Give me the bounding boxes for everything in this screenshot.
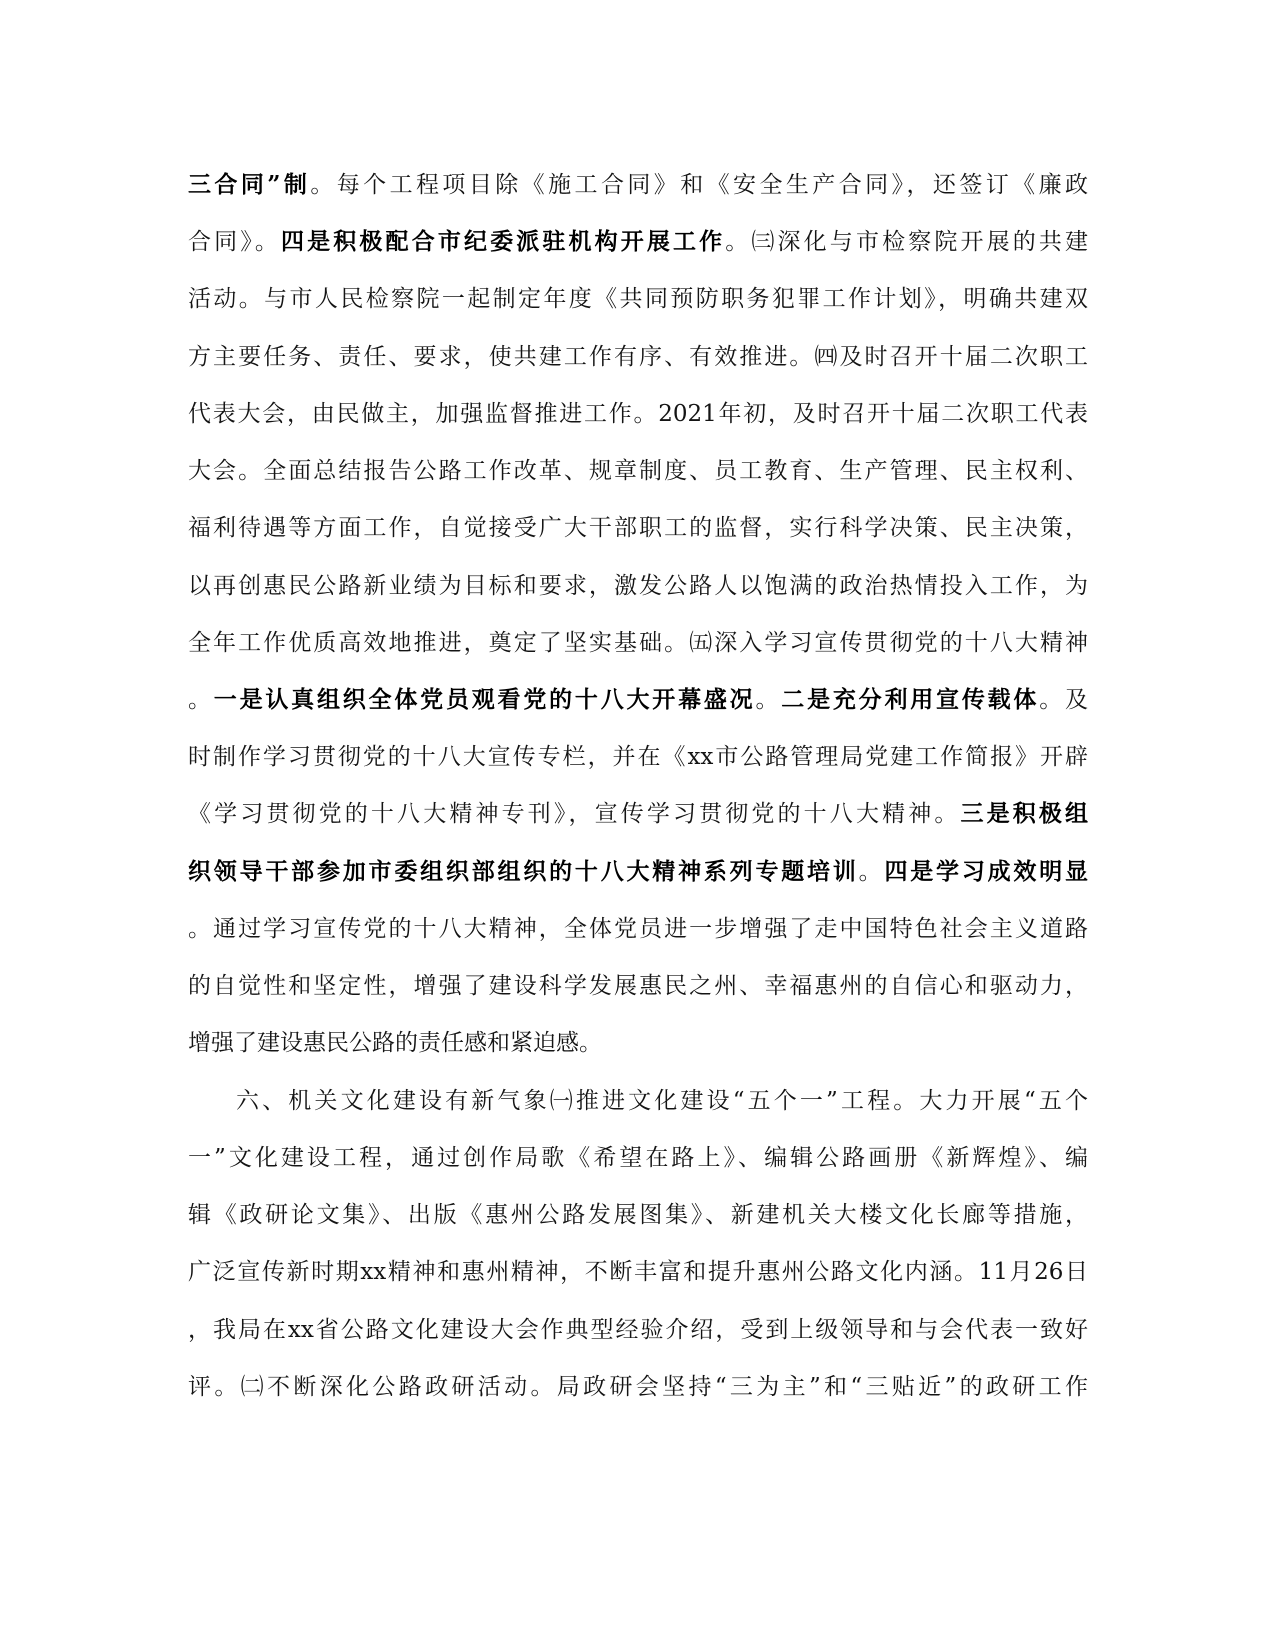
bold-text-run: 二是充分利用宣传载体 — [781, 686, 1040, 713]
text-line — [188, 566, 1088, 606]
text-run: 福利待遇等方面工作，自觉接受广大干部职工的监督，实行科学决策、民主决策， — [188, 515, 1088, 541]
text-run: 。 — [188, 687, 214, 713]
text-run: 一”文化建设工程，通过创作局歌《希望在路上》、编辑公路画册《新辉煌》、编 — [188, 1145, 1088, 1171]
text-line — [188, 165, 1088, 205]
text-line — [188, 279, 1088, 319]
text-line — [188, 1310, 1088, 1350]
text-line — [188, 1138, 1088, 1178]
text-line — [188, 222, 1088, 262]
text-line — [188, 451, 1088, 491]
text-run: 。每个工程项目除《施工合同》和《安全生产合同》，还签订《廉政 — [310, 172, 1088, 198]
text-line — [188, 1195, 1088, 1235]
text-line — [188, 909, 1088, 949]
text-run: 。及 — [1039, 687, 1088, 713]
bold-text-run: 一是认真组织全体党员观看党的十八大开幕盛况 — [213, 686, 756, 713]
text-line — [188, 508, 1088, 548]
text-line — [188, 394, 1088, 434]
text-run: 的自觉性和坚定性，增强了建设科学发展惠民之州、幸福惠州的自信心和驱动力， — [188, 973, 1088, 999]
bold-text-run: 三是积极组 — [960, 800, 1088, 827]
text-run: 全年工作优质高效地推进，奠定了坚实基础。㈤深入学习宣传贯彻党的十八大精神 — [188, 630, 1088, 656]
bold-text-run: 四是积极配合市纪委派驻机构开展工作 — [281, 228, 726, 255]
text-run: 评。㈡不断深化公路政研活动。局政研会坚持“三为主”和“三贴近”的政研工作 — [188, 1374, 1088, 1400]
bold-text-run: 四是学习成效明显 — [884, 858, 1088, 885]
text-run: 。 — [755, 687, 782, 713]
text-run: 《学习贯彻党的十八大精神专刊》，宣传学习贯彻党的十八大精神。 — [188, 801, 961, 827]
text-line — [188, 680, 1088, 720]
bold-text-run: 织领导干部参加市委组织部组织的十八大精神系列专题培训 — [188, 858, 859, 885]
text-run: 大会。全面总结报告公路工作改革、规章制度、员工教育、生产管理、民主权利、 — [188, 458, 1088, 484]
text-line — [188, 1023, 1088, 1063]
text-run: 增强了建设惠民公路的责任感和紧迫感。 — [188, 1030, 602, 1056]
text-run: 代表大会，由民做主，加强监督推进工作。2021年初，及时召开十届二次职工代表 — [188, 401, 1088, 427]
text-line — [188, 337, 1088, 377]
text-run: 方主要任务、责任、要求，使共建工作有序、有效推进。㈣及时召开十届二次职工 — [188, 344, 1088, 370]
text-run: 广泛宣传新时期xx精神和惠州精神，不断丰富和提升惠州公路文化内涵。11月26日 — [188, 1259, 1088, 1285]
text-line — [188, 794, 1088, 834]
text-run: 时制作学习贯彻党的十八大宣传专栏，并在《xx市公路管理局党建工作简报》开辟 — [188, 744, 1088, 770]
text-run: ，我局在xx省公路文化建设大会作典型经验介绍，受到上级领导和与会代表一致好 — [188, 1317, 1088, 1343]
text-line — [188, 623, 1088, 663]
text-line — [188, 966, 1088, 1006]
text-run: 六、机关文化建设有新气象㈠推进文化建设“五个一”工程。大力开展“五个 — [236, 1088, 1088, 1114]
text-line — [236, 1081, 1088, 1121]
text-run: 。通过学习宣传党的十八大精神，全体党员进一步增强了走中国特色社会主义道路 — [188, 916, 1088, 942]
text-run: 以再创惠民公路新业绩为目标和要求，激发公路人以饱满的政治热情投入工作，为 — [188, 573, 1088, 599]
text-line — [188, 1367, 1088, 1407]
text-line — [188, 737, 1088, 777]
bold-text-run: 三合同”制 — [188, 171, 311, 198]
text-run: 辑《政研论文集》、出版《惠州公路发展图集》、新建机关大楼文化长廊等措施， — [188, 1202, 1088, 1228]
text-run: 活动。与市人民检察院一起制定年度《共同预防职务犯罪工作计划》，明确共建双 — [188, 286, 1088, 312]
text-run: 。 — [858, 859, 885, 885]
text-line — [188, 852, 1088, 892]
text-run: 。㈢深化与市检察院开展的共建 — [725, 229, 1088, 255]
text-run: 合同》。 — [188, 229, 282, 255]
text-line — [188, 1252, 1088, 1292]
